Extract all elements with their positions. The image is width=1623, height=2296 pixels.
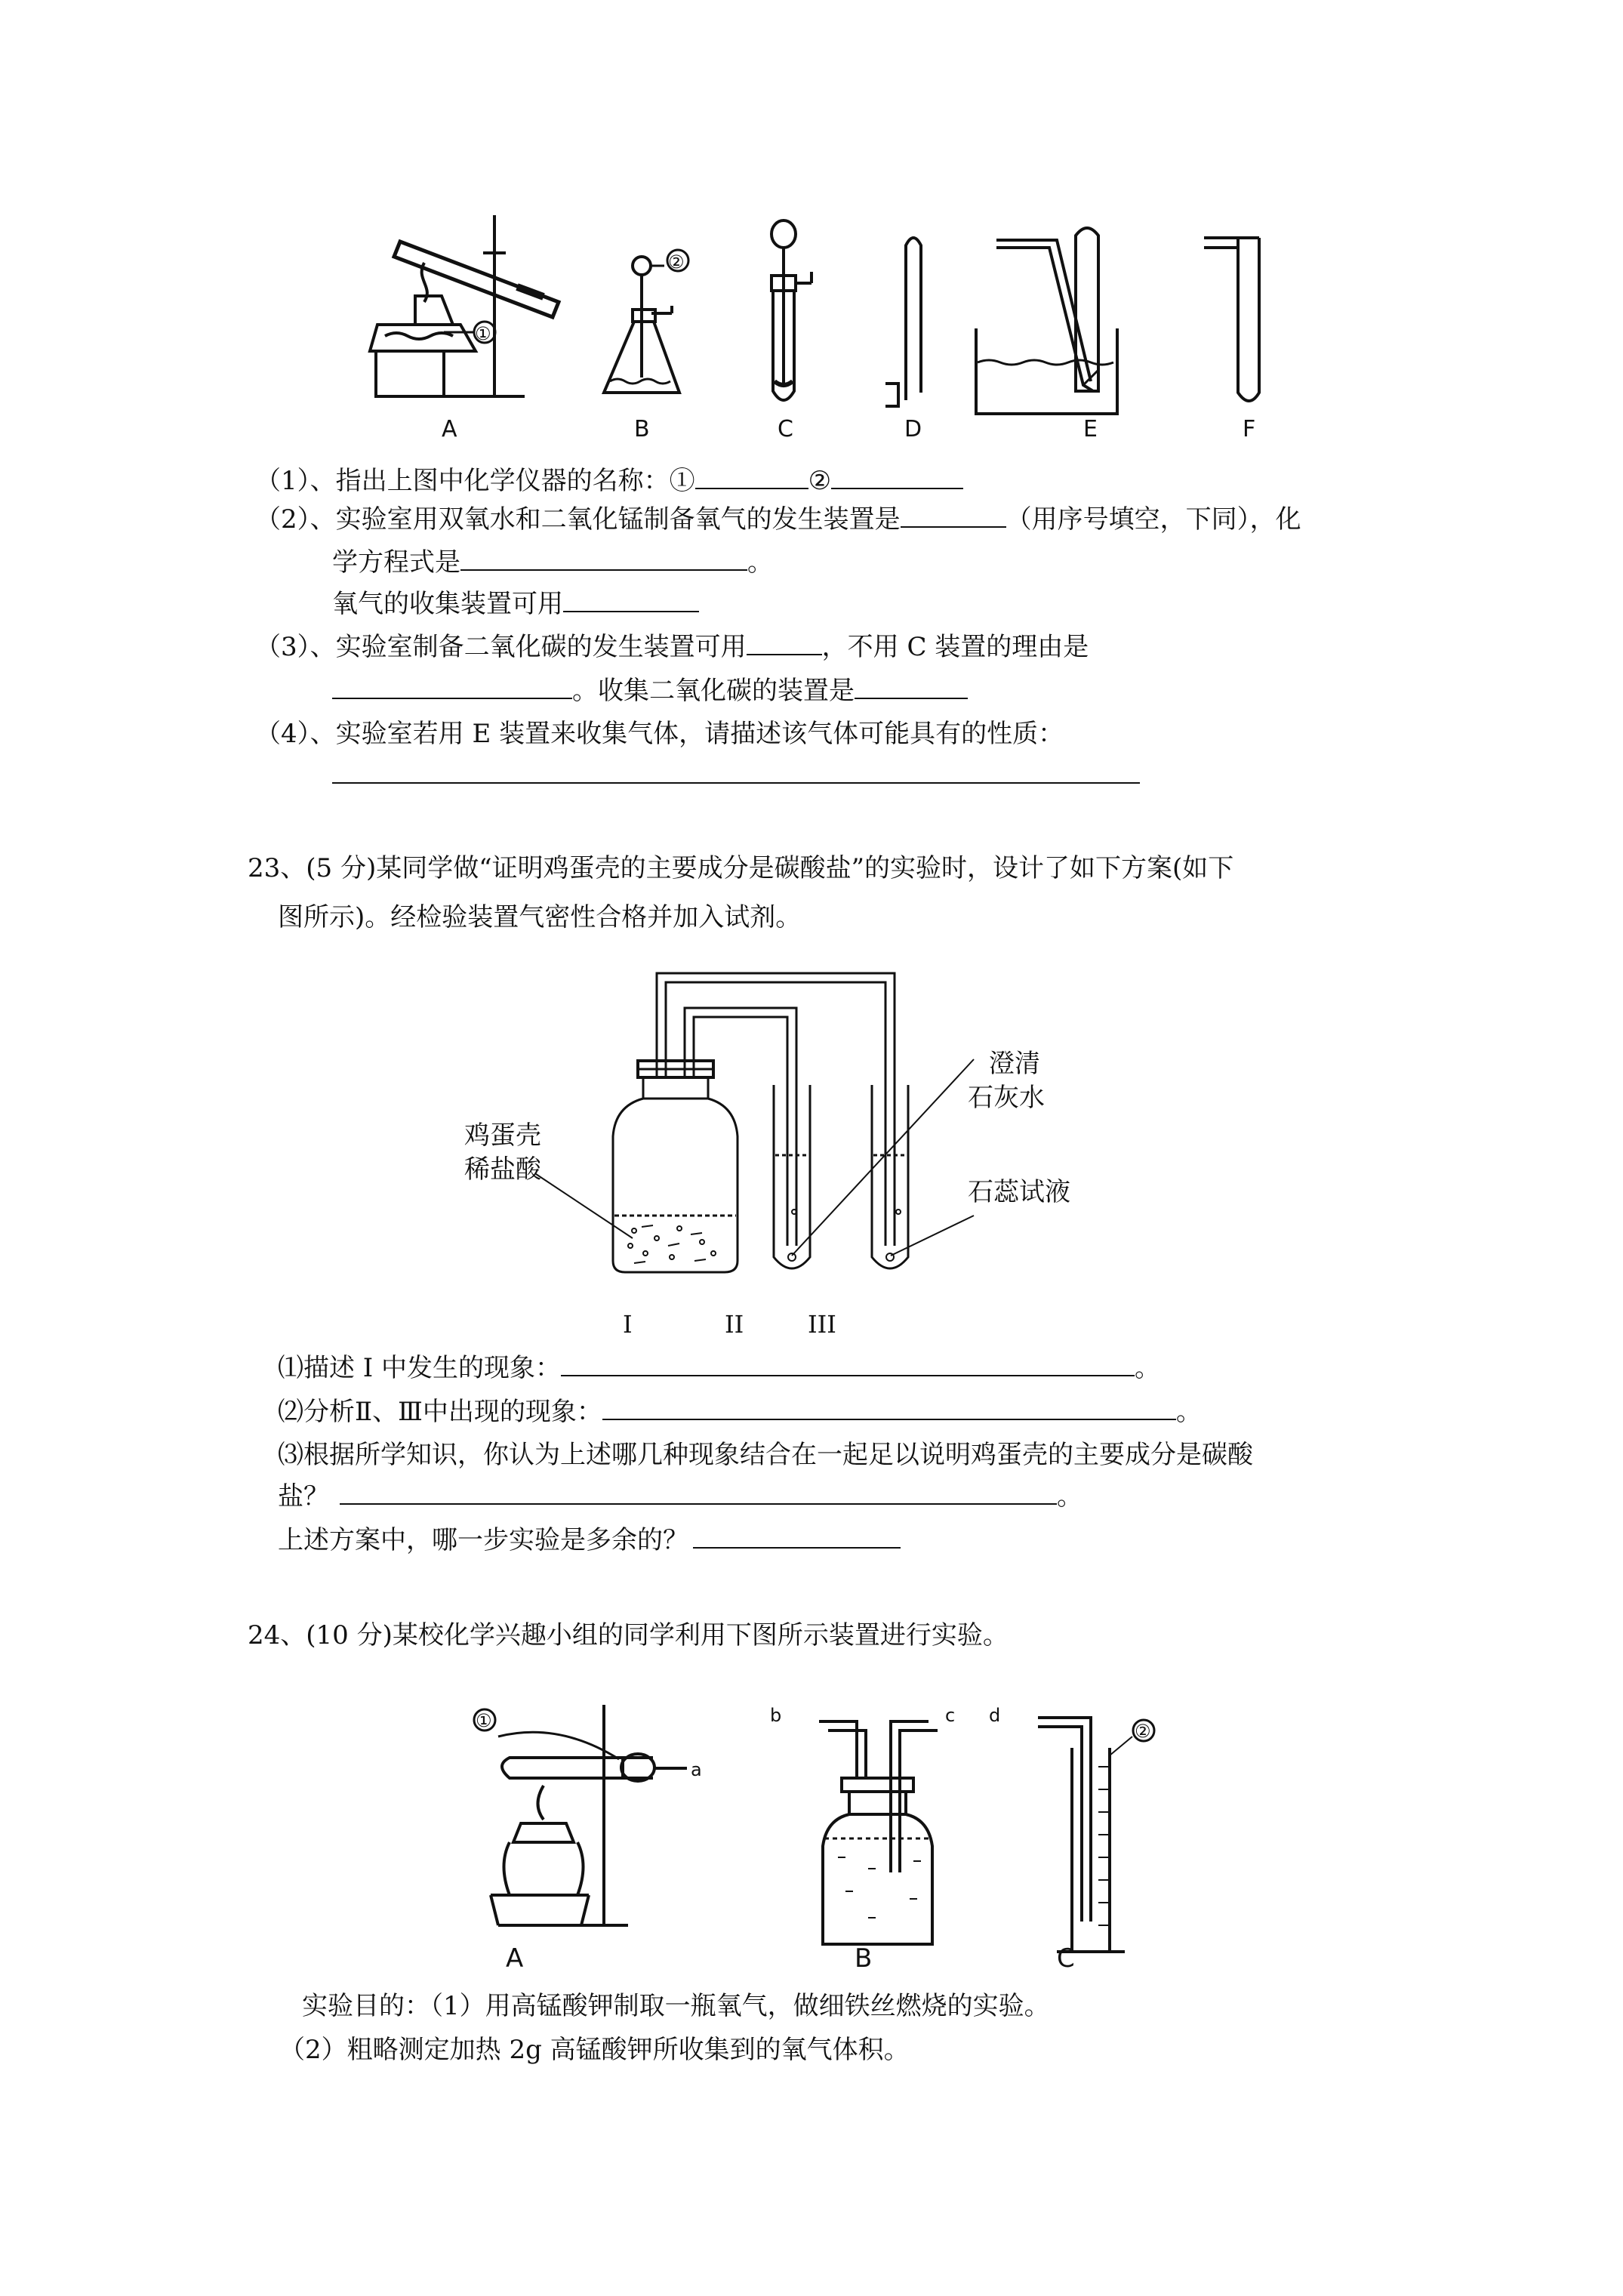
- bottle-i-drawing: [613, 1061, 738, 1272]
- apparatus-c-cylinder-drawing: [1038, 1718, 1154, 1952]
- roman-i: I: [623, 1310, 633, 1339]
- figure3-marker-2: ②: [1135, 1721, 1151, 1742]
- answer-blank[interactable]: [695, 465, 808, 489]
- figure3-label-b: B: [855, 1943, 873, 1971]
- apparatus-figure-2: [453, 963, 1102, 1340]
- apparatus-figure-1: [355, 211, 1283, 442]
- q23-sub3-line1: ⑶根据所学知识，你认为上述哪几种现象结合在一起足以说明鸡蛋壳的主要成分是碳酸: [278, 1440, 1253, 1470]
- figure1-label-b: B: [634, 416, 650, 442]
- connecting-tubes: [657, 973, 895, 1246]
- q22-part3-line2: 。收集二氧化碳的装置是: [332, 674, 968, 707]
- q24-goal1: 实验目的：（1）用高锰酸钾制取一瓶氧气，做细铁丝燃烧的实验。: [302, 1991, 1050, 2021]
- q22-part4-line1: （4）、实验室若用 E 装置来收集气体，请描述该气体可能具有的性质：: [255, 719, 1064, 749]
- label-egg-shell: 鸡蛋壳: [464, 1120, 541, 1151]
- label-limewater-1: 澄清: [989, 1049, 1040, 1079]
- answer-blank[interactable]: [747, 631, 822, 655]
- figure1-label-c: C: [778, 416, 793, 442]
- answer-blank[interactable]: [563, 588, 699, 612]
- port-a: a: [691, 1759, 702, 1780]
- figure3-label-a: A: [506, 1943, 524, 1971]
- tube-iii-drawing: [872, 1085, 908, 1268]
- apparatus-d-drawing: [885, 238, 921, 406]
- apparatus-b-bottle-drawing: [819, 1721, 938, 1944]
- answer-blank[interactable]: [561, 1352, 1135, 1376]
- q23-intro-line1: 23、(5 分)某同学做“证明鸡蛋壳的主要成分是碳酸盐”的实验时，设计了如下方案(如下: [248, 853, 1234, 883]
- figure1-marker-1: ①: [475, 323, 491, 344]
- answer-blank[interactable]: [831, 465, 963, 489]
- q22-part4-line2: [332, 759, 1140, 792]
- answer-blank[interactable]: [693, 1524, 901, 1549]
- apparatus-c-drawing: [771, 220, 812, 400]
- apparatus-f-drawing: [1204, 238, 1259, 401]
- port-d: d: [989, 1705, 1001, 1726]
- apparatus-e-drawing: [976, 228, 1117, 414]
- q22-part2-line1: （2）、实验室用双氧水和二氧化锰制备氧气的发生装置是 （用序号填空，下同），化: [255, 504, 1301, 535]
- answer-blank[interactable]: [340, 1481, 1057, 1505]
- apparatus-a-kmno4-drawing: [474, 1705, 687, 1925]
- answer-blank[interactable]: [901, 504, 1006, 528]
- label-dilute-hcl: 稀盐酸: [464, 1154, 541, 1185]
- figure1-label-f: F: [1243, 416, 1256, 442]
- q23-sub3-line2: 盐？ 。: [278, 1481, 1083, 1512]
- figure1-label-e: E: [1083, 416, 1098, 442]
- q23-sub2: ⑵分析Ⅱ、Ⅲ中出现的现象： 。: [278, 1397, 1202, 1427]
- answer-blank[interactable]: [602, 1396, 1176, 1420]
- figure3-marker-1: ①: [476, 1710, 492, 1731]
- q22-part2-line3: 氧气的收集装置可用: [332, 587, 699, 621]
- q22-part1: （1）、指出上图中化学仪器的名称：① ②: [255, 464, 963, 498]
- label-litmus: 石蕊试液: [968, 1177, 1070, 1207]
- answer-blank[interactable]: [332, 760, 1140, 784]
- label-limewater-2: 石灰水: [968, 1083, 1045, 1113]
- figure1-marker-2: ②: [668, 251, 685, 273]
- apparatus-a-drawing: [370, 215, 559, 396]
- q23-sub1: ⑴描述 I 中发生的现象： 。: [278, 1353, 1161, 1383]
- q24-intro: 24、(10 分)某校化学兴趣小组的同学利用下图所示装置进行实验。: [248, 1620, 1009, 1650]
- q22-part2-line2: 学方程式是 。: [332, 547, 773, 578]
- port-b: b: [770, 1705, 782, 1726]
- figure1-label-d: D: [904, 416, 922, 442]
- answer-blank[interactable]: [332, 675, 572, 699]
- roman-iii: III: [808, 1310, 836, 1339]
- port-c: c: [945, 1705, 956, 1726]
- figure1-label-a: A: [442, 416, 457, 442]
- apparatus-figure-3: [468, 1691, 1185, 1971]
- q24-goal2: （2）粗略测定加热 2g 高锰酸钾所收集到的氧气体积。: [279, 2035, 910, 2065]
- answer-blank[interactable]: [855, 675, 968, 699]
- q22-part3-line1: （3）、实验室制备二氧化碳的发生装置可用 ，不用 C 装置的理由是: [255, 632, 1089, 662]
- answer-blank[interactable]: [460, 547, 747, 571]
- figure3-label-c: C: [1057, 1943, 1075, 1971]
- q23-sub4: 上述方案中，哪一步实验是多余的？: [278, 1524, 901, 1557]
- q23-intro-line2: 图所示)。经检验装置气密性合格并加入试剂。: [278, 902, 802, 932]
- roman-ii: II: [725, 1310, 744, 1339]
